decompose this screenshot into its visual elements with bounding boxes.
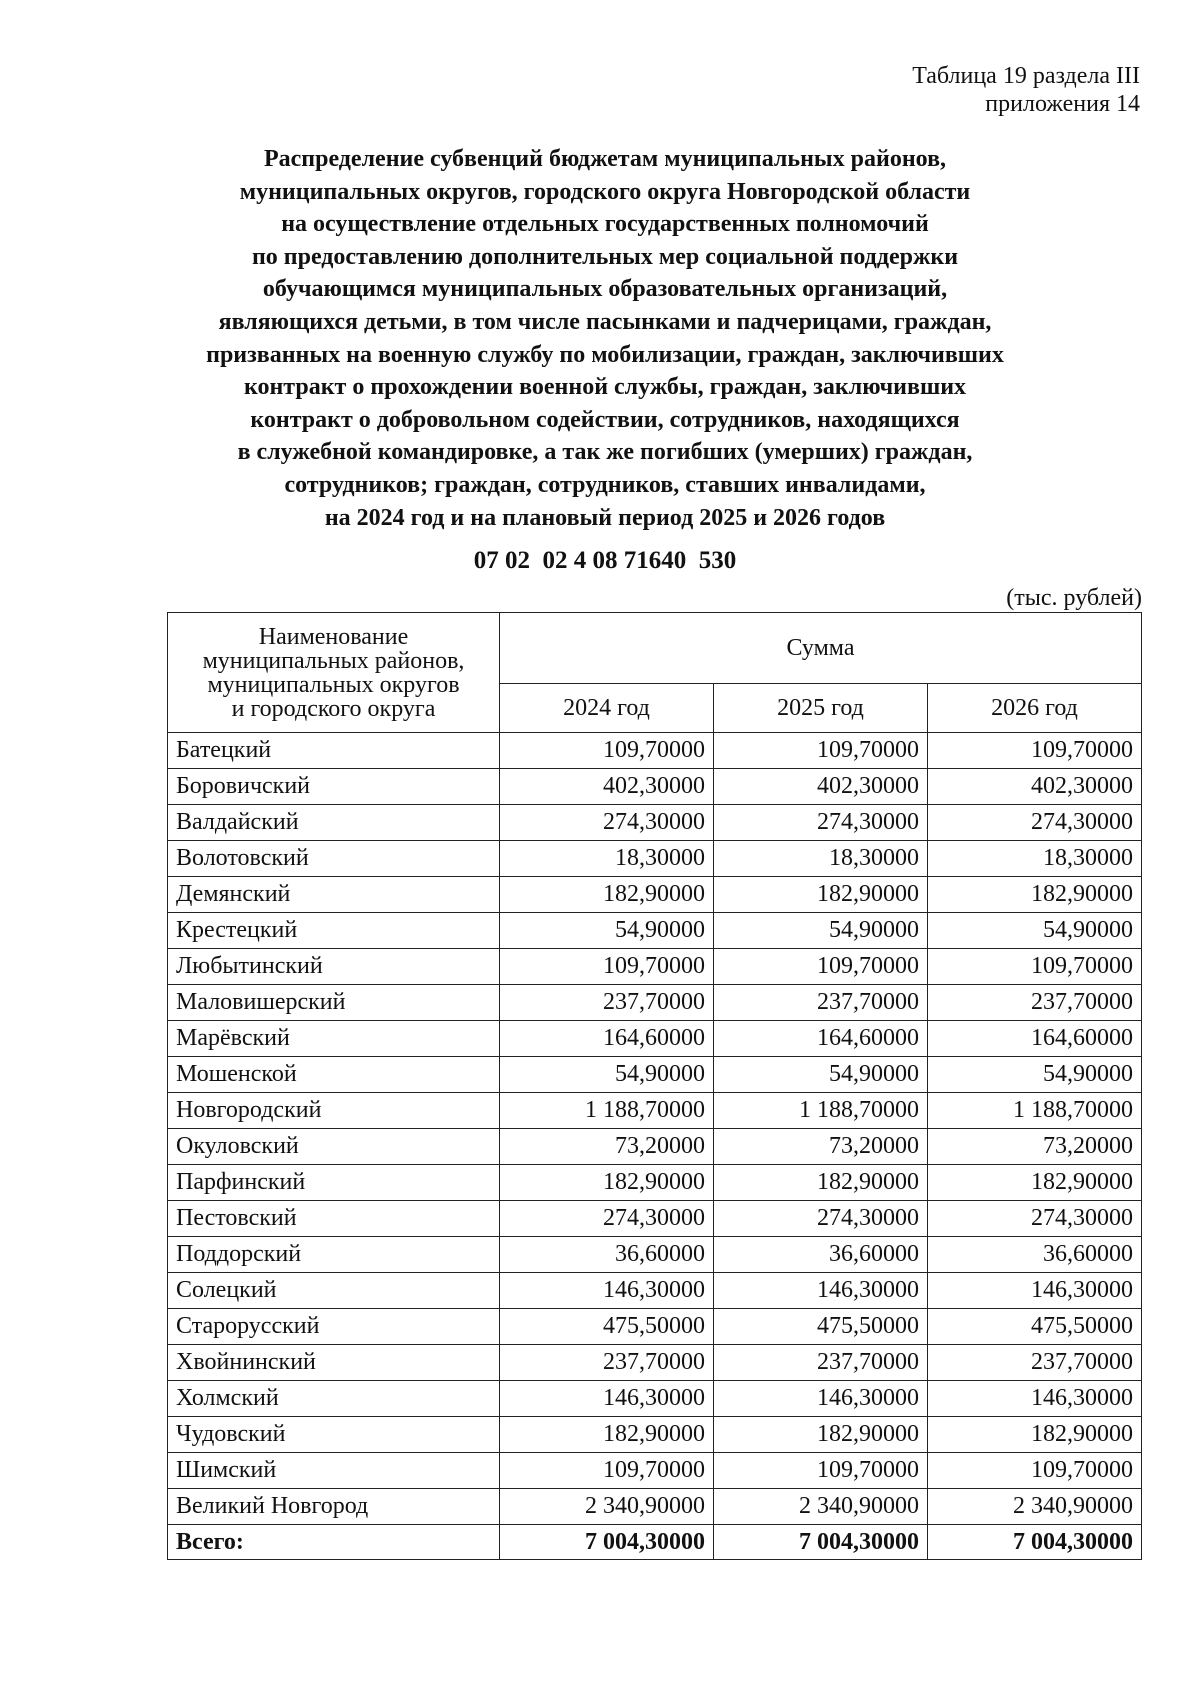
amount-cell-2025: 182,90000	[714, 877, 928, 913]
amount-cell-2024: 274,30000	[500, 1201, 714, 1237]
amount-cell-2026: 274,30000	[928, 1201, 1142, 1237]
amount-cell-2026: 475,50000	[928, 1309, 1142, 1345]
amount-cell-2024: 36,60000	[500, 1237, 714, 1273]
amount-cell-2025: 109,70000	[714, 733, 928, 769]
district-name-cell: Старорусский	[168, 1309, 500, 1345]
table-row	[168, 733, 1142, 769]
table-body	[168, 733, 1142, 1560]
district-name-cell: Валдайский	[168, 805, 500, 841]
district-name-cell: Любытинский	[168, 949, 500, 985]
header-name-line: Наименование	[258, 623, 409, 650]
amount-cell-2024: 73,20000	[500, 1129, 714, 1165]
amount-cell-2026: 2 340,90000	[928, 1489, 1142, 1525]
document-title	[130, 143, 1080, 534]
table-row	[168, 1309, 1142, 1345]
amount-cell-2024: 146,30000	[500, 1273, 714, 1309]
amount-cell-2025: 109,70000	[714, 949, 928, 985]
budget-code: 07 02 02 4 08 71640 530	[473, 547, 737, 574]
district-name-cell: Парфинский	[168, 1165, 500, 1201]
district-name-cell: Солецкий	[168, 1273, 500, 1309]
reference-line-2: приложения 14	[985, 91, 1140, 117]
amount-cell-2026: 54,90000	[928, 913, 1142, 949]
header-name	[168, 613, 500, 733]
amount-cell-2025: 475,50000	[714, 1309, 928, 1345]
amount-cell-2024: 1 188,70000	[500, 1093, 714, 1129]
total-row	[168, 1525, 1142, 1560]
amount-cell-2026: 237,70000	[928, 1345, 1142, 1381]
title-line: контракт о добровольном содействии, сотрудников, находящихся	[250, 406, 960, 433]
amount-cell-2024: 54,90000	[500, 913, 714, 949]
subvention-table	[167, 612, 1142, 1560]
amount-cell-2025: 146,30000	[714, 1273, 928, 1309]
district-name-cell: Демянский	[168, 877, 500, 913]
title-line: муниципальных округов, городского округа Новгородской области	[239, 178, 971, 205]
table-row	[168, 1273, 1142, 1309]
amount-cell-2025: 2 340,90000	[714, 1489, 928, 1525]
title-line: Распределение субвенций бюджетам муниципальных районов,	[263, 146, 947, 172]
title-line: обучающимся муниципальных образовательных организаций,	[262, 276, 948, 303]
title-line: в служебной командировке, а так же погибших (умерших) граждан,	[237, 439, 973, 466]
table-row	[168, 1021, 1142, 1057]
district-name-cell: Волотовский	[168, 841, 500, 877]
header-name-line: и городского округа	[231, 695, 436, 722]
district-name-cell: Великий Новгород	[168, 1489, 500, 1525]
district-name-cell: Пестовский	[168, 1201, 500, 1237]
amount-cell-2026: 182,90000	[928, 1165, 1142, 1201]
amount-cell-2025: 109,70000	[714, 1453, 928, 1489]
amount-cell-2026: 109,70000	[928, 1453, 1142, 1489]
amount-cell-2025: 274,30000	[714, 805, 928, 841]
table-row	[168, 1129, 1142, 1165]
amount-cell-2025: 402,30000	[714, 769, 928, 805]
header-year-2026: 2026 год	[928, 684, 1142, 733]
table-row	[168, 1345, 1142, 1381]
amount-cell-2026: 274,30000	[928, 805, 1142, 841]
amount-cell-2025: 146,30000	[714, 1381, 928, 1417]
table-row	[168, 1165, 1142, 1201]
amount-cell-2026: 164,60000	[928, 1021, 1142, 1057]
amount-cell-2024: 182,90000	[500, 1417, 714, 1453]
header-year-2024: 2024 год	[500, 684, 714, 733]
table-row	[168, 913, 1142, 949]
amount-cell-2024: 475,50000	[500, 1309, 714, 1345]
table-row	[168, 1201, 1142, 1237]
header-year-2025: 2025 год	[714, 684, 928, 733]
amount-cell-2025: 54,90000	[714, 1057, 928, 1093]
units-label: (тыс. рублей)	[1006, 585, 1142, 611]
amount-cell-2026: 182,90000	[928, 877, 1142, 913]
table-row	[168, 805, 1142, 841]
amount-cell-2024: 164,60000	[500, 1021, 714, 1057]
table-row	[168, 1453, 1142, 1489]
amount-cell-2026: 109,70000	[928, 733, 1142, 769]
amount-cell-2026: 146,30000	[928, 1273, 1142, 1309]
district-name-cell: Новгородский	[168, 1093, 500, 1129]
total-amount-2026: 7 004,30000	[928, 1525, 1142, 1560]
amount-cell-2025: 182,90000	[714, 1165, 928, 1201]
amount-cell-2024: 274,30000	[500, 805, 714, 841]
amount-cell-2025: 164,60000	[714, 1021, 928, 1057]
table-row	[168, 1237, 1142, 1273]
table-row	[168, 1093, 1142, 1129]
title-line: по предоставлению дополнительных мер социальной поддержки	[251, 243, 959, 270]
amount-cell-2025: 36,60000	[714, 1237, 928, 1273]
amount-cell-2025: 18,30000	[714, 841, 928, 877]
total-amount-2024: 7 004,30000	[500, 1525, 714, 1560]
district-name-cell: Холмский	[168, 1381, 500, 1417]
amount-cell-2026: 36,60000	[928, 1237, 1142, 1273]
table-reference	[912, 62, 1140, 118]
amount-cell-2025: 73,20000	[714, 1129, 928, 1165]
amount-cell-2026: 182,90000	[928, 1417, 1142, 1453]
amount-cell-2025: 182,90000	[714, 1417, 928, 1453]
amount-cell-2025: 1 188,70000	[714, 1093, 928, 1129]
table-row	[168, 949, 1142, 985]
district-name-cell: Хвойнинский	[168, 1345, 500, 1381]
table-row	[168, 769, 1142, 805]
district-name-cell: Мошенской	[168, 1057, 500, 1093]
title-line: контракт о прохождении военной службы, граждан, заключивших	[243, 374, 967, 401]
amount-cell-2025: 274,30000	[714, 1201, 928, 1237]
title-line: на 2024 год и на плановый период 2025 и 2026 годов	[324, 504, 886, 531]
amount-cell-2024: 182,90000	[500, 1165, 714, 1201]
title-line: на осуществление отдельных государственных полномочий	[281, 211, 929, 238]
district-name-cell: Чудовский	[168, 1417, 500, 1453]
table-row	[168, 1417, 1142, 1453]
header-name-line: муниципальных округов	[207, 671, 460, 698]
amount-cell-2025: 54,90000	[714, 913, 928, 949]
amount-cell-2026: 237,70000	[928, 985, 1142, 1021]
title-line: призванных на военную службу по мобилизации, граждан, заключивших	[206, 341, 1004, 368]
district-name-cell: Поддорский	[168, 1237, 500, 1273]
district-name-cell: Батецкий	[168, 733, 500, 769]
table-row	[168, 985, 1142, 1021]
district-name-cell: Шимский	[168, 1453, 500, 1489]
district-name-cell: Боровичский	[168, 769, 500, 805]
amount-cell-2024: 54,90000	[500, 1057, 714, 1093]
total-label: Всего:	[168, 1525, 500, 1560]
total-amount-2025: 7 004,30000	[714, 1525, 928, 1560]
table-row	[168, 877, 1142, 913]
amount-cell-2024: 402,30000	[500, 769, 714, 805]
header-name-line: муниципальных районов,	[202, 647, 465, 674]
amount-cell-2024: 109,70000	[500, 1453, 714, 1489]
amount-cell-2026: 402,30000	[928, 769, 1142, 805]
amount-cell-2024: 109,70000	[500, 949, 714, 985]
amount-cell-2024: 237,70000	[500, 985, 714, 1021]
table-row	[168, 841, 1142, 877]
table-row	[168, 1489, 1142, 1525]
amount-cell-2024: 237,70000	[500, 1345, 714, 1381]
table-row	[168, 1381, 1142, 1417]
amount-cell-2026: 146,30000	[928, 1381, 1142, 1417]
district-name-cell: Марёвский	[168, 1021, 500, 1057]
reference-line-1: Таблица 19 раздела III	[912, 63, 1140, 89]
amount-cell-2024: 18,30000	[500, 841, 714, 877]
district-name-cell: Крестецкий	[168, 913, 500, 949]
amount-cell-2024: 146,30000	[500, 1381, 714, 1417]
header-sum: Сумма	[500, 613, 1142, 684]
amount-cell-2026: 54,90000	[928, 1057, 1142, 1093]
district-name-cell: Окуловский	[168, 1129, 500, 1165]
amount-cell-2025: 237,70000	[714, 985, 928, 1021]
amount-cell-2024: 2 340,90000	[500, 1489, 714, 1525]
amount-cell-2025: 237,70000	[714, 1345, 928, 1381]
table-header-row	[168, 613, 1142, 684]
table-row	[168, 1057, 1142, 1093]
amount-cell-2026: 1 188,70000	[928, 1093, 1142, 1129]
amount-cell-2024: 109,70000	[500, 733, 714, 769]
amount-cell-2026: 109,70000	[928, 949, 1142, 985]
amount-cell-2026: 18,30000	[928, 841, 1142, 877]
amount-cell-2024: 182,90000	[500, 877, 714, 913]
district-name-cell: Маловишерский	[168, 985, 500, 1021]
title-line: сотрудников; граждан, сотрудников, ставших инвалидами,	[284, 471, 926, 498]
title-line: являющихся детьми, в том числе пасынками и падчерицами, граждан,	[218, 308, 992, 335]
amount-cell-2026: 73,20000	[928, 1129, 1142, 1165]
